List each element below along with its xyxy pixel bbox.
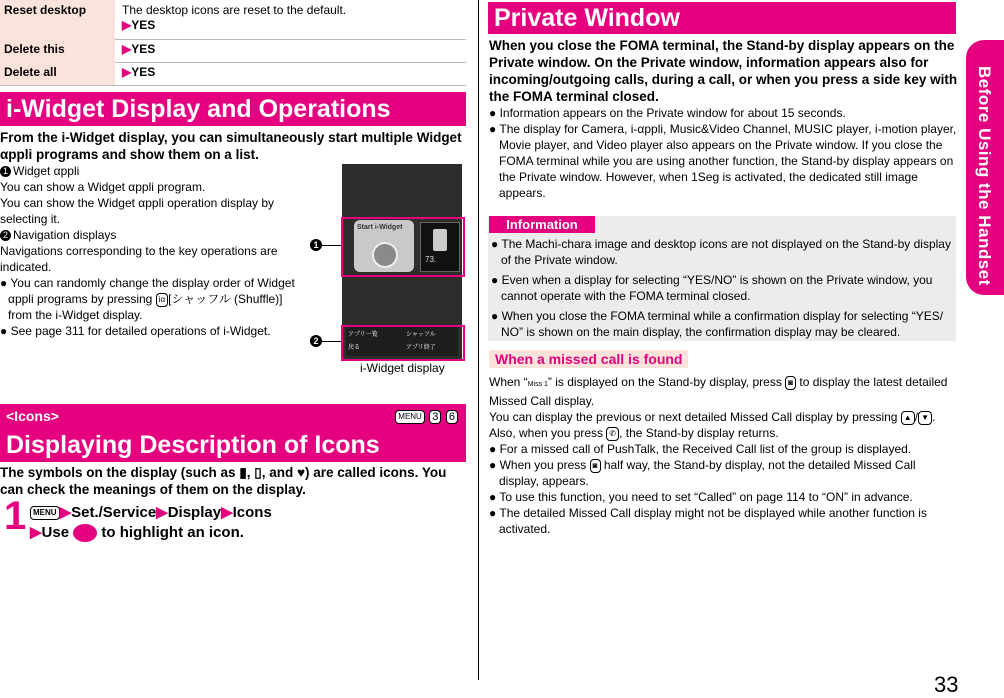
- iwidget-intro: From the i-Widget display, you can simultaneously start multiple Widget αppli programs and show them on a list.: [0, 130, 462, 162]
- table-row: [0, 39, 466, 63]
- private-intro: When you close the FOMA terminal, the Stand-by display appears on the Private window. On the Private window, information appears also for incoming/outgoing calls, during a call, or when you press a side key with the FOMA terminal closed.: [489, 38, 958, 104]
- icons-intro: The symbols on the display (such as ▮, ▯, and ♥) are called icons. You can check the meanings of them on the display.: [0, 465, 447, 497]
- missed-call-text: When “Miss 1” is displayed on the Stand-by display, press ◙ to display the latest detailed Missed Call display. You can display the previous or next detailed Missed Call display by pressing ▲ / ▼ . Also, when you press ✆ , the Stand-by display returns. ● For a missed call of PushTalk, the Received Call list of the group is displayed. ● When you press ◙ half way, the Stand-by display, not the detailed Missed Call display, appears. ● To use this function, you need to set “Called” on page 114 to “ON” in advance. ● The detailed Missed Call display might not be displayed while another function is activated.: [489, 375, 948, 536]
- cup-widget-tile: 73.: [420, 222, 460, 272]
- arrow-icon: ▶: [122, 65, 132, 79]
- nav-bar: アプリ一覧 シャッフル 戻る アプリ終了: [346, 326, 458, 356]
- private-notes: ● Information appears on the Private window for about 15 seconds. ● The display for Camera, i-αppli, Music&Video Channel, MUSIC player, i-motion player, Movie player, and Video player also appears on the Private window. If you close the FOMA terminal while you are using another function, the Stand-by display appears on the Private window. However, when 1Seg is activated, the dedicated still image appears.: [489, 106, 957, 200]
- arrow-icon: ▶: [122, 18, 132, 32]
- information-notes: ● The Machi-chara image and desktop icons are not displayed on the Stand-by display of the Private window. ● Even when a display for selecting “YES/NO” is shown on the Private window, you cannot operate with the FOMA terminal closed. ● When you close the FOMA terminal while a confirmation display for selecting “YES/ NO” is shown on the main display, the confirmation display may be cleared.: [491, 237, 951, 339]
- section-heading-icons: Displaying Description of Icons: [6, 431, 380, 459]
- step-number: 1: [4, 494, 27, 538]
- camera-key-icon: ◙: [785, 376, 796, 390]
- start-iwidget-tile: Start i-Widget: [354, 220, 414, 272]
- arrow-icon: ▶: [122, 42, 132, 56]
- page-number: 33: [934, 672, 959, 697]
- marker-1: 1: [310, 239, 322, 251]
- table-row: [0, 0, 466, 40]
- chapter-tab-label: Before Using the Handset: [975, 66, 994, 286]
- table-value-option: YES: [131, 18, 156, 32]
- camera-key-icon: ◙: [590, 459, 601, 473]
- multi-cursor-key-icon: [73, 524, 97, 542]
- table-value-option: YES: [131, 42, 156, 56]
- up-key-icon: ▲: [901, 411, 915, 425]
- table-value: The desktop icons are reset to the default.: [122, 3, 347, 17]
- end-key-icon: ✆: [606, 427, 619, 441]
- marker-2: 2: [310, 335, 322, 347]
- pointer-line: [322, 341, 341, 342]
- information-tab: Information: [489, 216, 595, 233]
- table-key: Delete this: [0, 39, 115, 62]
- i-alpha-key-icon: iα: [156, 293, 168, 307]
- icons-tag: <Icons>: [6, 408, 59, 424]
- iwidget-description: 1 Widget αppli You can show a Widget αppli program. You can show the Widget αppli operation display by selecting it. 2 Navigation displays Navigations corresponding to the key operations are indicated. ● You can randomly change the display order of Widget αppli programs by pressing iα [シャッフル (Shuffle)] from the i-Widget display. ● See page 311 for detailed operations of i-Widget.: [0, 164, 295, 338]
- heart-icon: ♥: [297, 465, 306, 480]
- missed-call-icon: Miss 1: [527, 381, 548, 388]
- section-heading-private: Private Window: [488, 2, 956, 34]
- screenshot-caption: i-Widget display: [360, 361, 445, 375]
- pointer-line: [322, 245, 341, 246]
- step-instruction: MENU ▶Set./Service▶Display▶Icons ▶Use to highlight an icon.: [30, 504, 272, 541]
- number-2-icon: 2: [0, 230, 11, 241]
- table-row: [0, 62, 466, 86]
- icons-heading-block: [0, 404, 466, 462]
- battery-icon: ▯: [254, 465, 262, 480]
- column-divider: [478, 0, 479, 680]
- key-6-icon: 6: [446, 410, 458, 424]
- key-3-icon: 3: [429, 410, 441, 424]
- table-value-option: YES: [131, 65, 156, 79]
- subheading-missed-call: When a missed call is found: [489, 350, 688, 368]
- section-heading-iwidget: i-Widget Display and Operations: [0, 92, 466, 126]
- callout-widget-area: [341, 217, 465, 277]
- table-key: Reset desktop: [0, 0, 115, 39]
- down-key-icon: ▼: [918, 411, 932, 425]
- menu-key-icon: MENU: [30, 506, 60, 520]
- callout-navigation-area: [341, 325, 465, 361]
- number-1-icon: 1: [0, 166, 11, 177]
- menu-shortcut: [395, 408, 458, 426]
- menu-key-icon: MENU: [395, 410, 425, 424]
- chapter-tab: [966, 40, 1004, 295]
- table-key: Delete all: [0, 62, 115, 85]
- antenna-icon: ▮: [239, 465, 247, 480]
